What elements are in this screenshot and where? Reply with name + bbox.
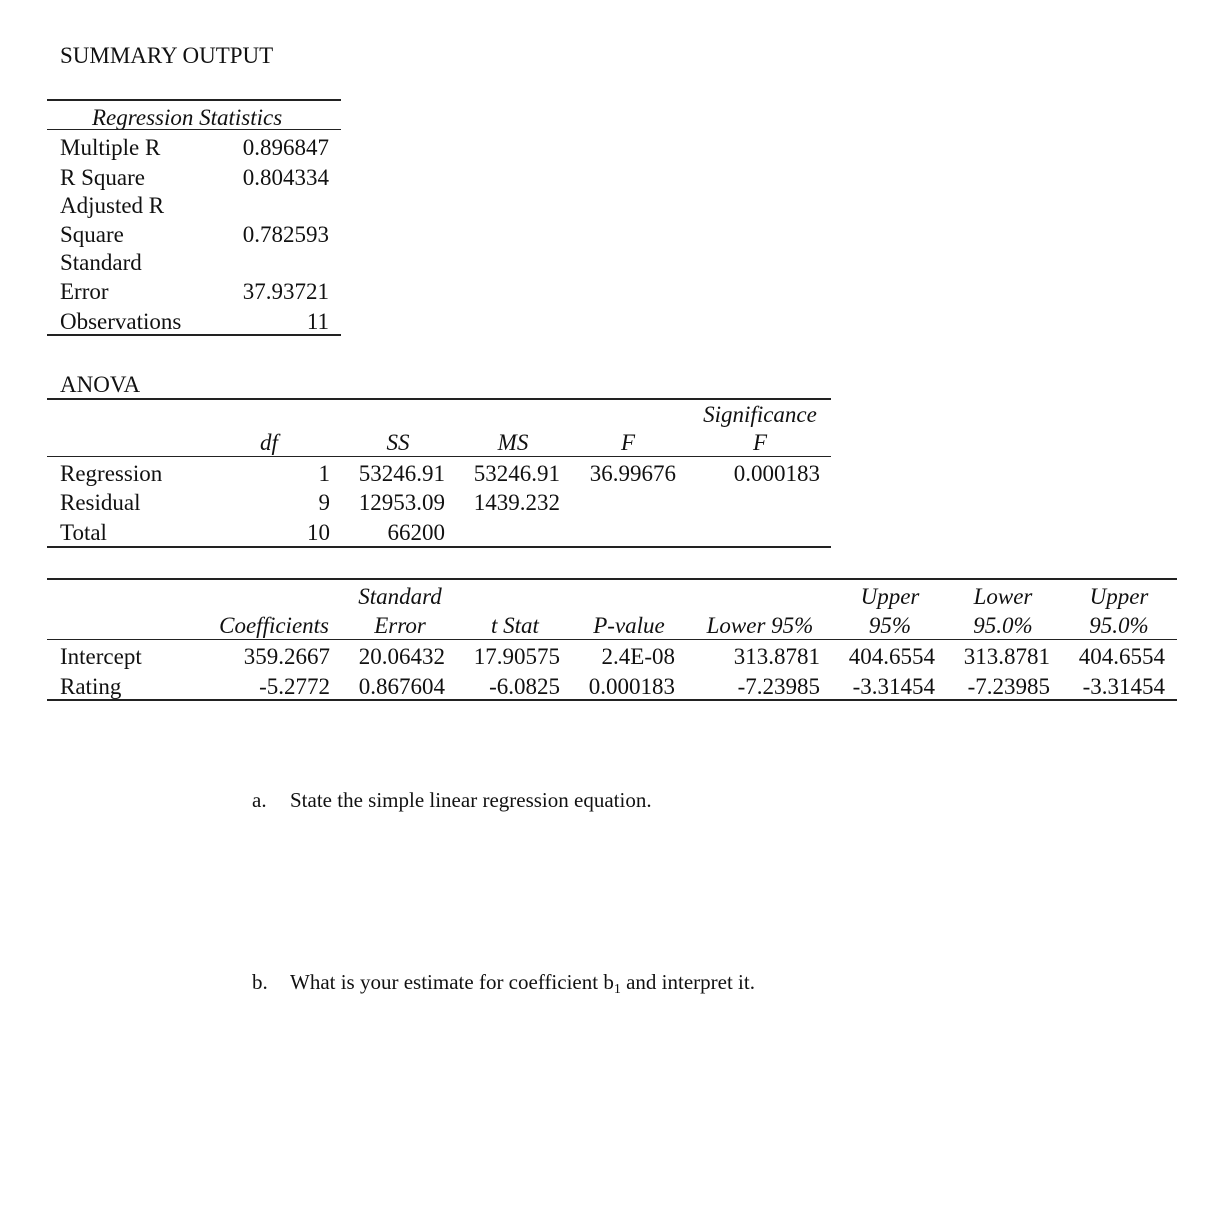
coef-header-upper950: 95.0%: [1089, 613, 1149, 638]
anova-df: 10: [307, 520, 330, 545]
table-rule: [47, 578, 1177, 580]
coef-tstat: -6.0825: [489, 674, 560, 699]
coef-lower950: -7.23985: [967, 674, 1050, 699]
anova-header-ms: MS: [497, 430, 529, 455]
anova-ms: 53246.91: [473, 461, 560, 486]
coef-header-upper95: 95%: [868, 613, 912, 638]
coef-header-se: Error: [374, 613, 426, 638]
stat-label: R Square: [60, 165, 145, 190]
coef-upper950: -3.31454: [1082, 674, 1165, 699]
stat-label: Standard: [60, 250, 142, 275]
coef-upper950: 404.6554: [1078, 644, 1165, 669]
anova-row-label: Residual: [60, 490, 141, 515]
table-rule: [47, 699, 1177, 701]
coef-row-label: Rating: [60, 674, 122, 699]
stat-value: 37.93721: [242, 279, 329, 304]
anova-df: 9: [318, 490, 330, 515]
regression-statistics-header: Regression Statistics: [92, 105, 283, 130]
stat-label: Multiple R: [60, 135, 161, 160]
anova-f: 36.99676: [589, 461, 676, 486]
table-rule: [47, 334, 341, 336]
coef-header-pvalue: P-value: [593, 613, 665, 638]
anova-ss: 53246.91: [358, 461, 445, 486]
anova-df: 1: [318, 461, 330, 486]
coef-lower95: -7.23985: [737, 674, 820, 699]
stat-value: 11: [306, 309, 329, 334]
coef-header-se: Standard: [358, 584, 442, 609]
stat-value: 0.782593: [242, 222, 329, 247]
coef-header-lower950: Lower: [973, 584, 1033, 609]
coef-header-tstat: t Stat: [491, 613, 539, 638]
subscript: 1: [613, 982, 621, 997]
table-rule: [47, 398, 831, 400]
coef-se: 0.867604: [358, 674, 445, 699]
anova-header-sig: F: [752, 430, 768, 455]
anova-header-df: df: [260, 430, 278, 455]
table-rule: [47, 639, 1177, 640]
coef-tstat: 17.90575: [473, 644, 560, 669]
anova-ss: 66200: [387, 520, 445, 545]
question-text: [290, 972, 755, 997]
coef-header-upper95: Upper: [860, 584, 920, 609]
coef-lower950: 313.8781: [963, 644, 1050, 669]
stat-label: Observations: [60, 309, 182, 334]
coef-value: 359.2667: [243, 644, 330, 669]
anova-row-label: Total: [60, 520, 107, 545]
coef-header-coef: Coefficients: [219, 613, 329, 638]
anova-header-f: F: [620, 430, 636, 455]
coef-header-lower950: 95.0%: [973, 613, 1033, 638]
question-text: State the simple linear regression equation.: [290, 788, 652, 812]
stat-label: Error: [60, 279, 109, 304]
question-text-part: and interpret it.: [620, 970, 755, 994]
anova-header-ss: SS: [386, 430, 410, 455]
coef-row-label: Intercept: [60, 644, 142, 669]
anova-title: ANOVA: [60, 372, 141, 397]
coef-upper95: 404.6554: [848, 644, 935, 669]
coef-header-upper950: Upper: [1089, 584, 1149, 609]
table-rule: [47, 546, 831, 548]
coef-se: 20.06432: [358, 644, 445, 669]
page-title: SUMMARY OUTPUT: [60, 43, 274, 68]
coef-upper95: -3.31454: [852, 674, 935, 699]
coef-lower95: 313.8781: [733, 644, 820, 669]
stat-label: Square: [60, 222, 124, 247]
stat-value: 0.896847: [242, 135, 329, 160]
table-rule: [47, 99, 341, 101]
coef-value: -5.2772: [259, 674, 330, 699]
anova-ms: 1439.232: [473, 490, 560, 515]
question-marker: b.: [252, 970, 268, 994]
question-text-part: What is your estimate for coefficient b: [290, 970, 614, 994]
table-rule: [47, 456, 831, 457]
coef-pvalue: 0.000183: [588, 674, 675, 699]
anova-row-label: Regression: [60, 461, 163, 486]
stat-label: Adjusted R: [60, 193, 165, 218]
stat-value: 0.804334: [242, 165, 329, 190]
anova-sig: 0.000183: [733, 461, 820, 486]
table-rule: [47, 129, 341, 130]
question-marker: a.: [252, 788, 267, 812]
anova-header-sig: Significance: [703, 402, 817, 427]
coef-pvalue: 2.4E-08: [601, 644, 675, 669]
anova-ss: 12953.09: [358, 490, 445, 515]
coef-header-lower95: Lower 95%: [706, 613, 814, 638]
